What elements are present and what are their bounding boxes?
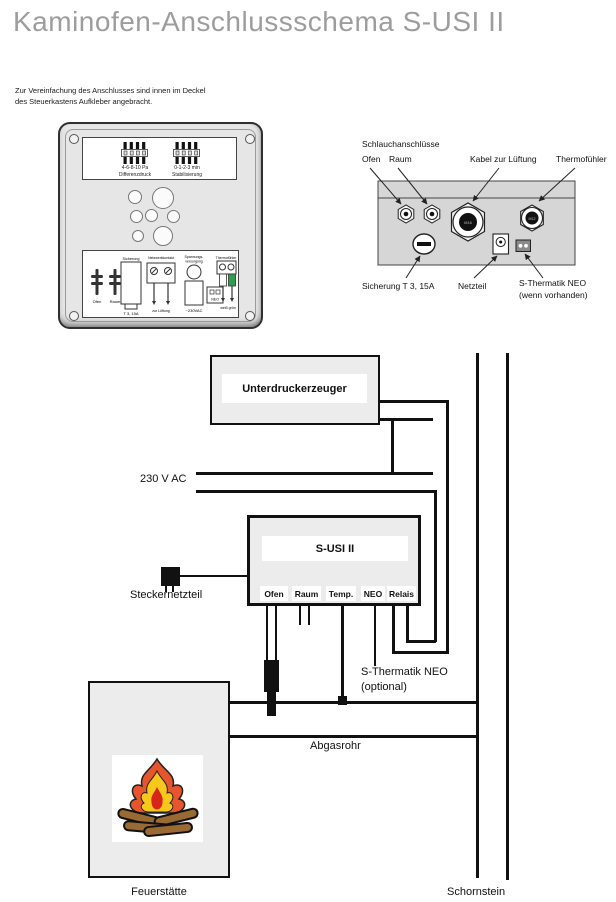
svg-text:Raum: Raum [109, 299, 121, 304]
relay-wire-1 [406, 606, 409, 642]
svg-text:Ofen: Ofen [92, 299, 102, 304]
neo-terminal-icon [516, 240, 531, 252]
cable-hole [145, 209, 158, 222]
terminal-ofen: Ofen [260, 586, 288, 601]
label-netzteil: Netzteil [458, 281, 487, 291]
wire-fan-a-down [446, 400, 449, 653]
cable-hole [128, 190, 142, 204]
ofen-hose-left [266, 606, 268, 662]
label-230vac: 230 V AC [140, 473, 187, 485]
cable-hole [152, 187, 174, 209]
terminal-neo: NEO [361, 586, 385, 601]
chimney-left-wall [476, 353, 479, 878]
dip-switch-left-icon [120, 142, 150, 164]
wire-fan-b-to-mains [391, 418, 394, 475]
hose-connector-raum-icon [424, 205, 440, 223]
label-schornstein: Schornstein [447, 886, 506, 898]
dip-switch-sticker [82, 137, 237, 180]
intro-line-2: des Steuerkastens Aufkleber angebracht. [15, 97, 153, 106]
svg-text:Netzwerkkontakt: Netzwerkkontakt [148, 256, 174, 260]
relay-u-outer [392, 651, 449, 654]
cable-hole [167, 210, 180, 223]
label-s-thermatik-optional-1: S-Thermatik NEO [361, 666, 448, 678]
mains-line-bottom [196, 490, 436, 493]
svg-text:M12: M12 [528, 217, 536, 221]
svg-text:Spannungs-: Spannungs- [184, 255, 204, 259]
unterdruckerzeuger-box [210, 355, 380, 425]
wire-fan-a [380, 400, 448, 403]
svg-text:Thermofühler: Thermofühler [215, 256, 237, 260]
dip-left-value: 4-6-8-10 Pa [121, 165, 149, 171]
unterdruckerzeuger-label: Unterdruckerzeuger [222, 374, 367, 403]
raum-hose-stub [299, 606, 301, 625]
intro-line-1: Zur Vereinfachung des Anschlusses sind innen im Deckel [15, 86, 206, 95]
intro-text [15, 85, 206, 107]
svg-text:T 3, 15A: T 3, 15A [123, 311, 139, 316]
power-supply-wire [180, 575, 247, 577]
screw-icon [245, 134, 255, 144]
terminal-temp: Temp. [326, 586, 356, 601]
wiring-sticker [82, 250, 239, 318]
sensor-line-to-chimney [230, 701, 478, 704]
label-s-thermatik-panel-1: S-Thermatik NEO [519, 278, 587, 288]
label-thermofuehler: Thermofühler [556, 154, 607, 164]
mains-line-top [196, 472, 433, 475]
cable-hole [132, 230, 144, 242]
relay-u-inner [406, 640, 436, 643]
wiring-sticker-graphic [83, 251, 240, 319]
fuse-holder-icon [413, 234, 435, 254]
dip-right-value: 0-1-2-3 min [174, 165, 200, 171]
screw-icon [69, 134, 79, 144]
dip-switch-right-icon [172, 142, 202, 164]
label-abgasrohr: Abgasrohr [310, 740, 361, 752]
relay-wire-2 [392, 606, 395, 653]
cable-hole [153, 226, 173, 246]
cable-hole [130, 210, 143, 223]
svg-text:~230VAC: ~230VAC [185, 308, 203, 313]
label-steckernetzteil: Steckernetzteil [130, 589, 203, 601]
dip-right-name: Stabilisierung [171, 172, 203, 178]
ofen-hose-right [275, 606, 277, 662]
label-s-thermatik-panel-2: (wenn vorhanden) [519, 290, 588, 300]
ofen-hose-connector [264, 660, 279, 692]
label-feuerstaette: Feuerstätte [131, 886, 187, 898]
feuerstaette-box [88, 681, 230, 878]
campfire-image [112, 755, 203, 842]
screw-icon [69, 311, 79, 321]
raum-hose-stub [308, 606, 310, 625]
svg-text:M16: M16 [464, 220, 472, 225]
svg-text:weiß grün: weiß grün [220, 306, 236, 310]
power-jack-icon [493, 234, 509, 254]
terminal-relais: Relais [387, 586, 416, 601]
svg-text:NEO: NEO [211, 297, 219, 302]
hose-connector-ofen-icon [398, 205, 414, 223]
label-kabel-zur-lueftung: Kabel zur Lüftung [470, 154, 537, 164]
power-supply-plug [161, 567, 180, 586]
page-title: Kaminofen-Anschlussschema S-USI II [13, 6, 505, 37]
control-box-image [58, 122, 263, 329]
label-sicherung: Sicherung T 3, 15A [362, 281, 435, 291]
s-usi-label: S-USI II [262, 536, 408, 561]
neo-wire [374, 606, 376, 666]
label-schlauchanschluesse: Schlauchanschlüsse [362, 139, 440, 149]
mains-to-relay [434, 490, 437, 642]
label-s-thermatik-optional-2: (optional) [361, 681, 407, 693]
svg-text:Sicherung: Sicherung [122, 257, 140, 261]
wire-fan-b [380, 418, 433, 421]
label-panel-raum: Raum [389, 154, 412, 164]
ofen-hose-tip [267, 692, 276, 716]
temp-sensor-wire [341, 606, 344, 702]
terminal-raum: Raum [292, 586, 321, 601]
abgasrohr-line [230, 735, 478, 738]
chimney-right-wall [506, 353, 509, 880]
screw-icon [245, 311, 255, 321]
campfire-icon [112, 755, 203, 842]
dip-left-name: Differenzdruck [118, 172, 152, 178]
label-panel-ofen: Ofen [362, 154, 381, 164]
svg-text:zur Lüftung: zur Lüftung [152, 309, 170, 313]
svg-text:versorgung: versorgung [185, 259, 203, 264]
